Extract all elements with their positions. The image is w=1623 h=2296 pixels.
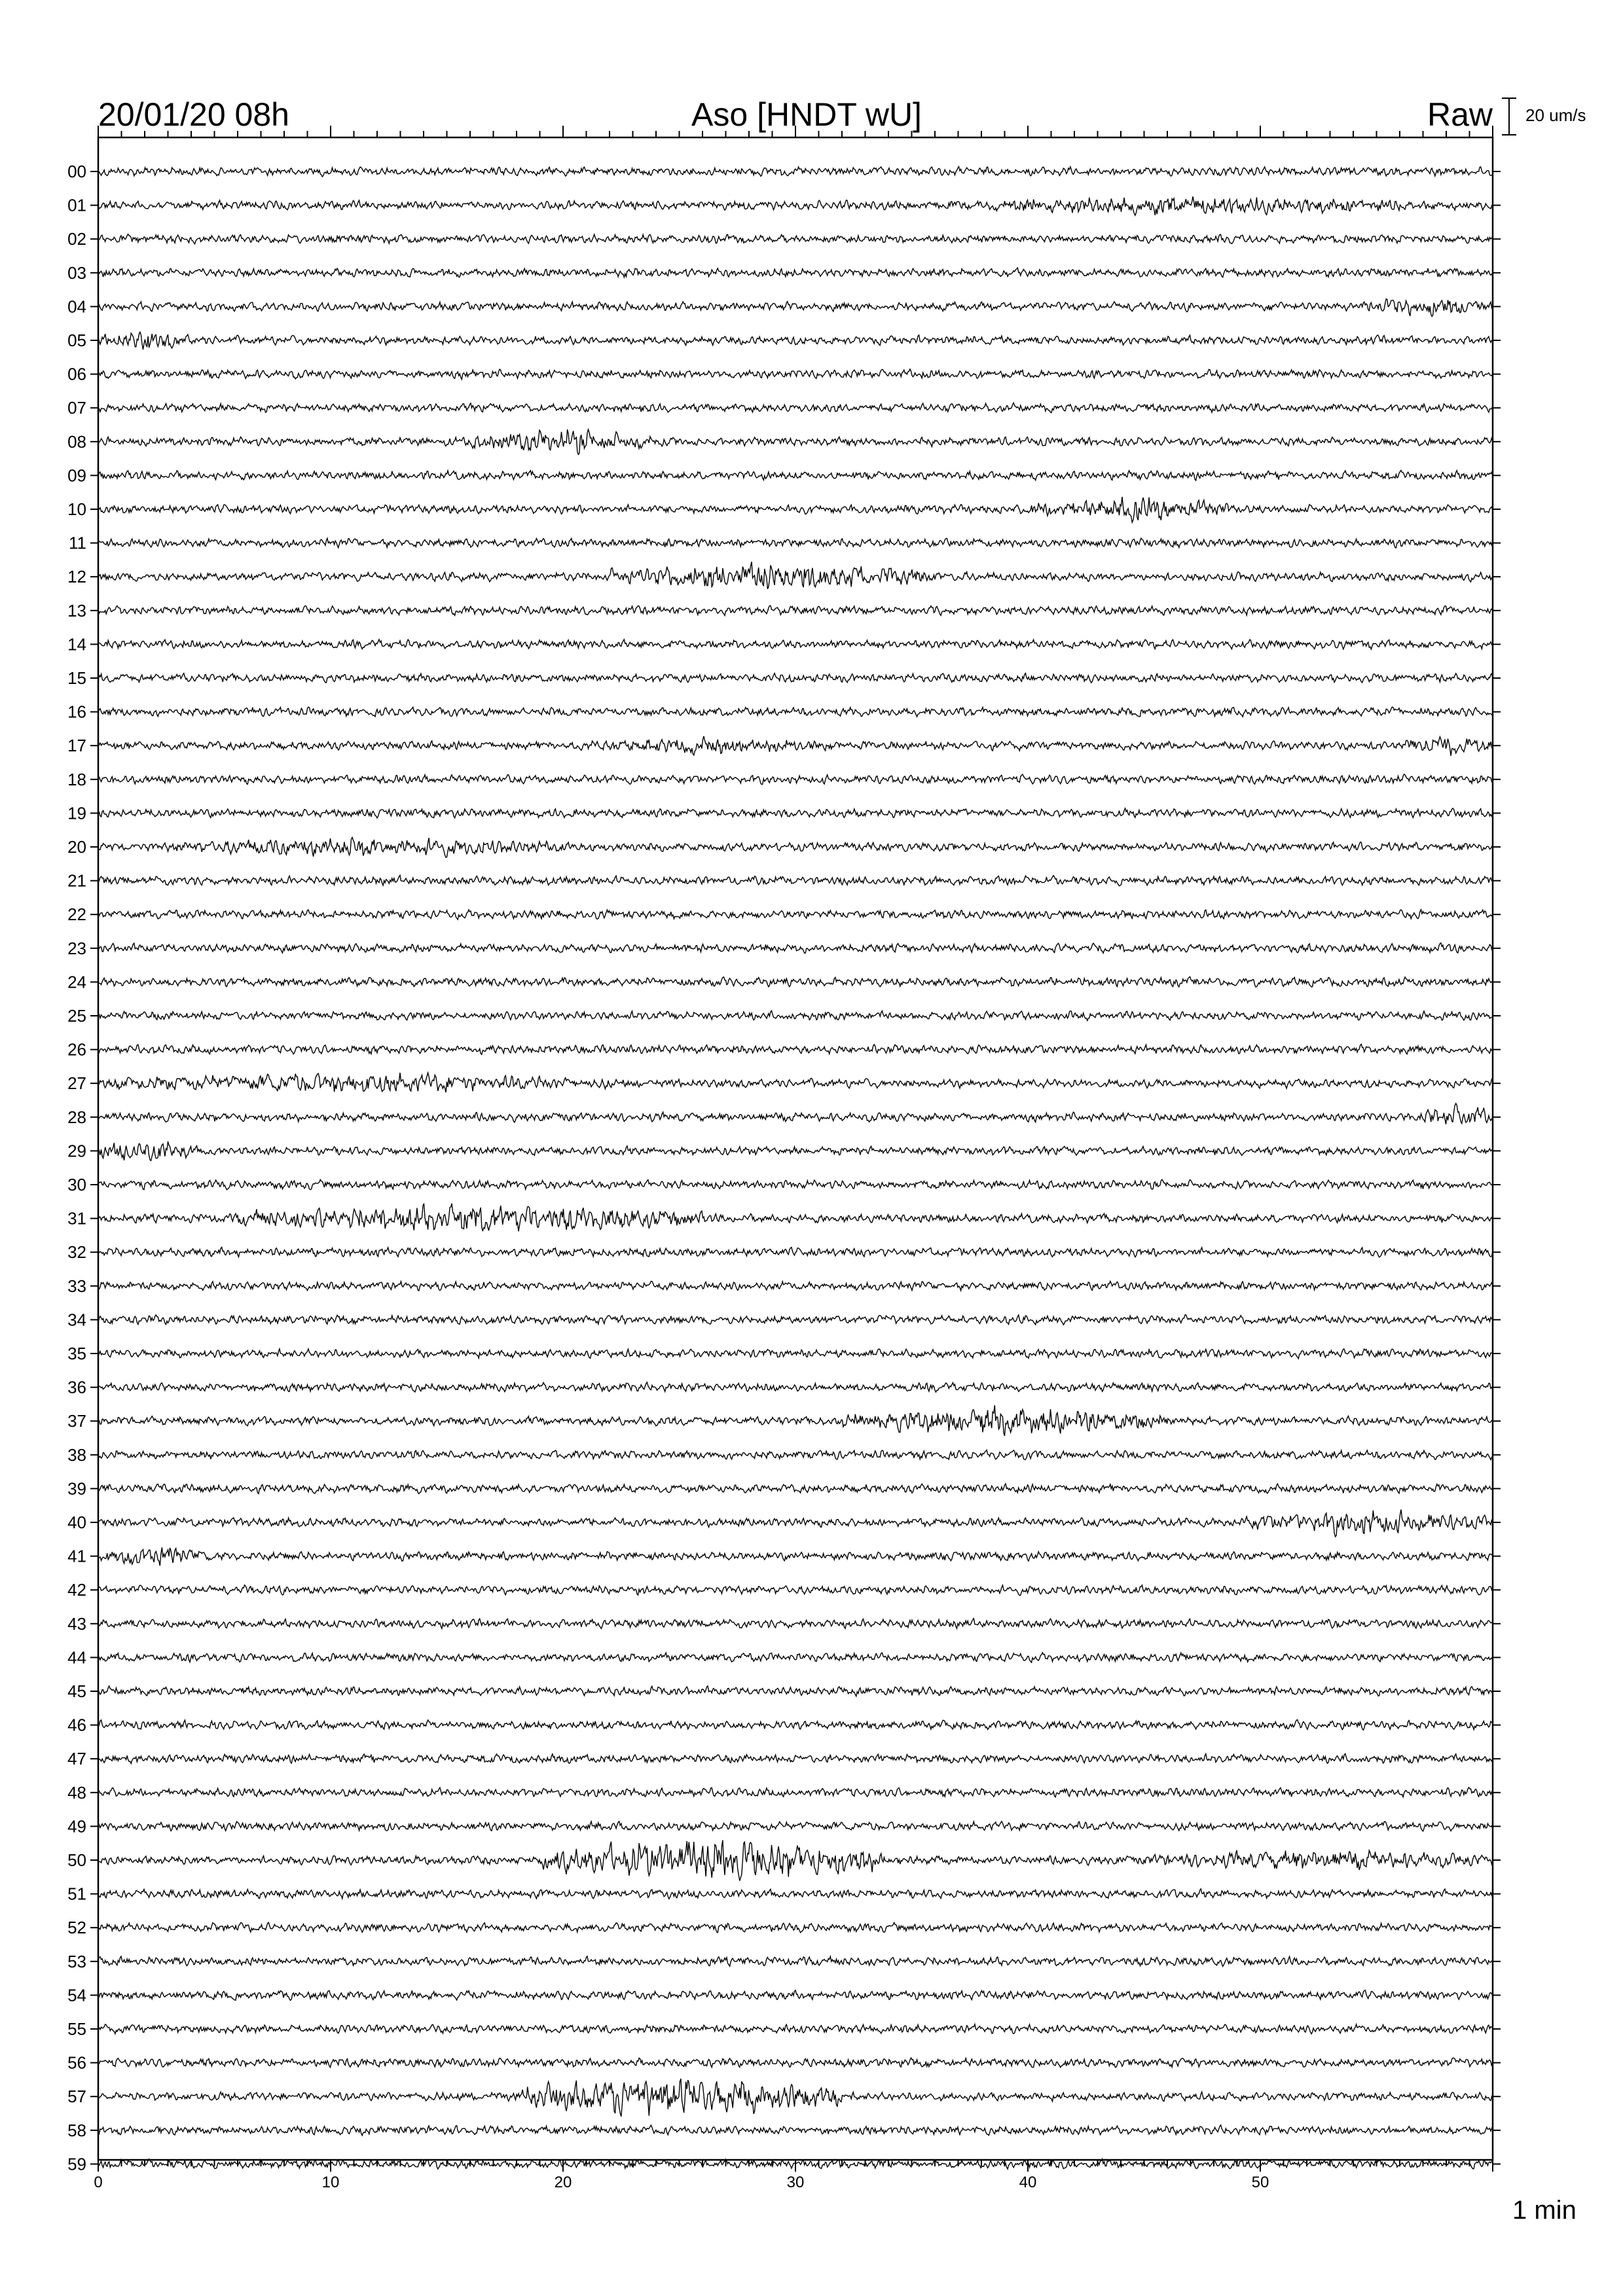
trace-line xyxy=(98,1787,1493,1797)
row-label: 52 xyxy=(67,1918,86,1938)
row-label: 31 xyxy=(67,1208,86,1229)
row-label: 45 xyxy=(67,1681,86,1701)
trace-line xyxy=(98,299,1493,317)
trace-line xyxy=(98,837,1493,857)
row-label: 53 xyxy=(67,1951,86,1971)
row-label: 46 xyxy=(67,1715,86,1735)
x-tick-label: 50 xyxy=(1251,2174,1269,2191)
row-label: 06 xyxy=(67,364,86,384)
traces-layer xyxy=(90,167,1501,2170)
trace-line xyxy=(98,1315,1493,1325)
trace-line xyxy=(98,2058,1493,2068)
x-tick-label: 30 xyxy=(786,2174,805,2191)
trace-line xyxy=(98,369,1493,380)
trace-line xyxy=(98,1686,1493,1696)
trace-line xyxy=(98,1247,1493,1257)
amplitude-scale-bar xyxy=(1502,98,1516,135)
row-label: 03 xyxy=(67,262,86,283)
row-label: 34 xyxy=(67,1310,86,1330)
trace-line xyxy=(98,1990,1493,2001)
trace-line xyxy=(98,196,1493,215)
trace-line xyxy=(98,562,1493,589)
row-label: 32 xyxy=(67,1242,86,1263)
trace-line xyxy=(98,943,1493,954)
trace-line xyxy=(98,673,1493,683)
trace-line xyxy=(98,268,1493,278)
row-label: 41 xyxy=(67,1546,86,1566)
row-label: 14 xyxy=(67,634,86,655)
row-label: 47 xyxy=(67,1749,86,1769)
row-label: 26 xyxy=(67,1039,86,1060)
trace-line xyxy=(98,1720,1493,1731)
row-label: 11 xyxy=(69,533,86,553)
amplitude-scale-label: 20 um/s xyxy=(1525,105,1586,125)
trace-line xyxy=(98,1044,1493,1054)
row-label: 20 xyxy=(67,837,86,857)
row-label: 30 xyxy=(67,1175,86,1194)
x-tick-label: 40 xyxy=(1019,2174,1037,2191)
trace-line xyxy=(98,1956,1493,1967)
row-label: 00 xyxy=(67,162,86,181)
trace-line xyxy=(98,1509,1493,1537)
trace-line xyxy=(98,977,1493,987)
row-label: 16 xyxy=(67,702,86,722)
trace-line xyxy=(98,1141,1493,1160)
row-label: 50 xyxy=(67,1850,86,1870)
row-label: 17 xyxy=(67,736,86,756)
trace-line xyxy=(98,1754,1493,1764)
trace-line xyxy=(98,1011,1493,1020)
row-label: 44 xyxy=(67,1647,86,1668)
row-label: 35 xyxy=(67,1344,86,1363)
trace-line xyxy=(98,497,1493,522)
trace-line xyxy=(98,429,1493,454)
row-label: 28 xyxy=(67,1107,86,1127)
trace-line xyxy=(98,875,1493,886)
row-label: 36 xyxy=(67,1377,86,1397)
x-tick-label: 10 xyxy=(321,2174,340,2191)
x-tick-label: 0 xyxy=(94,2174,103,2191)
trace-line xyxy=(98,774,1493,785)
row-label: 59 xyxy=(67,2154,86,2174)
row-label: 57 xyxy=(67,2087,86,2107)
trace-line xyxy=(98,808,1493,818)
row-label: 37 xyxy=(67,1411,86,1431)
x-axis xyxy=(94,126,1493,2191)
row-label: 13 xyxy=(67,600,86,620)
trace-line xyxy=(98,1585,1493,1596)
row-label: 09 xyxy=(67,465,86,486)
trace-line xyxy=(98,2024,1493,2034)
trace-line xyxy=(98,1382,1493,1392)
trace-line xyxy=(98,1889,1493,1899)
row-label: 22 xyxy=(67,905,86,925)
datetime-label: 20/01/20 08h xyxy=(98,96,289,133)
trace-line xyxy=(98,910,1493,920)
trace-line xyxy=(98,2125,1493,2136)
trace-line xyxy=(98,2079,1493,2117)
row-label: 54 xyxy=(67,1985,86,2005)
row-label: 56 xyxy=(67,2053,86,2073)
row-label: 12 xyxy=(67,567,86,587)
row-label: 43 xyxy=(67,1613,86,1634)
trace-line xyxy=(98,707,1493,717)
mode-label: Raw xyxy=(1427,96,1493,133)
row-labels-layer xyxy=(67,162,86,2174)
trace-line xyxy=(98,1179,1493,1190)
trace-line xyxy=(98,639,1493,649)
row-label: 40 xyxy=(67,1513,86,1532)
row-label: 39 xyxy=(67,1479,86,1499)
trace-line xyxy=(98,1821,1493,1831)
trace-line xyxy=(98,1484,1493,1494)
trace-line xyxy=(98,736,1493,756)
trace-line xyxy=(98,403,1493,413)
trace-line xyxy=(98,1547,1493,1566)
row-label: 55 xyxy=(67,2019,86,2039)
row-label: 42 xyxy=(67,1580,86,1600)
row-label: 07 xyxy=(67,398,86,418)
trace-line xyxy=(98,1204,1493,1232)
trace-line xyxy=(98,1619,1493,1629)
row-label: 25 xyxy=(67,1006,86,1026)
row-label: 23 xyxy=(67,938,86,958)
row-label: 01 xyxy=(67,195,86,215)
trace-line xyxy=(98,1349,1493,1359)
row-label: 33 xyxy=(67,1276,86,1296)
x-tick-label: 20 xyxy=(554,2174,572,2191)
row-label: 49 xyxy=(67,1816,86,1837)
trace-line xyxy=(98,332,1493,350)
trace-line xyxy=(98,1103,1493,1124)
row-label: 48 xyxy=(67,1782,86,1803)
row-label: 27 xyxy=(67,1073,86,1094)
row-label: 04 xyxy=(67,296,86,317)
trace-line xyxy=(98,1282,1493,1291)
trace-line xyxy=(98,1922,1493,1933)
row-label: 51 xyxy=(67,1884,86,1904)
row-label: 19 xyxy=(67,803,86,823)
trace-line xyxy=(98,1405,1493,1436)
trace-line xyxy=(98,1450,1493,1460)
trace-line xyxy=(98,1653,1493,1662)
row-label: 08 xyxy=(67,431,86,452)
x-unit-label: 1 min xyxy=(1512,2196,1577,2225)
row-label: 02 xyxy=(67,229,86,249)
trace-line xyxy=(98,1073,1493,1092)
trace-line xyxy=(98,1840,1493,1881)
row-label: 15 xyxy=(67,668,86,688)
station-title: Aso [HNDT wU] xyxy=(691,96,922,133)
row-label: 29 xyxy=(67,1141,86,1161)
row-label: 21 xyxy=(67,870,86,891)
trace-line xyxy=(98,538,1493,548)
row-label: 10 xyxy=(67,499,86,519)
row-label: 58 xyxy=(67,2120,86,2140)
trace-line xyxy=(98,471,1493,481)
row-label: 05 xyxy=(67,331,86,350)
trace-line xyxy=(98,605,1493,615)
trace-line xyxy=(98,167,1493,177)
trace-line xyxy=(98,234,1493,244)
row-label: 24 xyxy=(67,972,86,992)
row-label: 38 xyxy=(67,1444,86,1465)
row-label: 18 xyxy=(67,769,86,789)
